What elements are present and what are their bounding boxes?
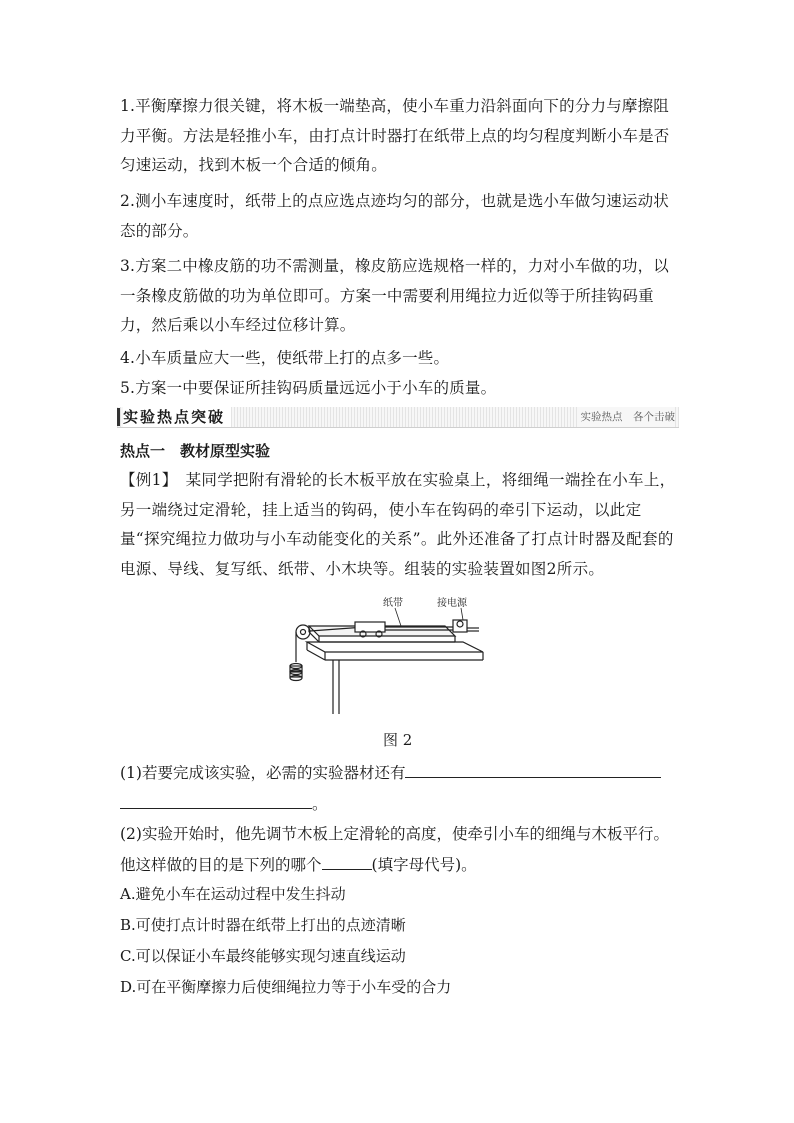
label-power: 接电源 <box>437 598 467 609</box>
example-paragraph <box>120 466 680 584</box>
question-1-text: (1)若要完成该实验，必需的实验器材还有 <box>120 764 406 782</box>
section-header <box>117 407 679 428</box>
figure-caption: 图 2 <box>383 731 413 749</box>
question-2-line-1: (2)实验开始时，他先调节木板上定滑轮的高度，使牵引小车的细绳与木板平行。 <box>120 825 669 843</box>
hotspot-title: 热点一 教材原型实验 <box>120 442 271 460</box>
option-a: A.避免小车在运动过程中发生抖动 <box>120 885 346 903</box>
note-1: 1.平衡摩擦力很关键，将木板一端垫高，使小车重力沿斜面向下的分力与摩擦阻力平衡。方法是轻推小车，由打点计时器打在纸带上点的均匀程度判断小车是否匀速运动，找到木板一个合适的倾角。 <box>120 97 670 174</box>
note-5: 5.方案一中要保证所挂钩码质量远远小于小车的质量。 <box>120 379 497 397</box>
question-1-line <box>120 761 661 784</box>
note-4: 4.小车质量应大一些，使纸带上打的点多一些。 <box>120 349 450 367</box>
answer-blank-1b[interactable] <box>120 792 312 809</box>
question-2-line-2 <box>120 853 477 876</box>
option-d: D.可在平衡摩擦力后使细绳拉力等于小车受的合力 <box>120 978 452 996</box>
label-tape: 纸带 <box>383 598 403 609</box>
question-1-end: 。 <box>312 795 328 813</box>
section-marker <box>117 408 120 426</box>
example-tag: 【例1】 <box>120 471 170 489</box>
section-title: 实验热点突破 <box>123 407 231 427</box>
answer-blank-1a[interactable] <box>405 761 661 778</box>
question-1-line-2 <box>120 792 328 815</box>
example-text: 某同学把附有滑轮的长木板平放在实验桌上，将细绳一端拴在小车上，另一端绕过定滑轮，挂上适当的钩码，使小车在钩码的牵引下运动，以此定量“探究绳拉力做功与小车动能变化的关系”。此外还准备了打点计时器及配套的电源、导线、复写纸、纸带、小木块等。组装的实验装置如图2所示。 <box>120 471 676 578</box>
question-2-text: 他这样做的目的是下列的哪个 <box>120 856 322 874</box>
section-subtitle: 实验热点 各个击破 <box>577 407 676 427</box>
question-2-hint: (填字母代号)。 <box>371 856 477 874</box>
note-2: 2.测小车速度时，纸带上的点应选点迹均匀的部分，也就是选小车做匀速运动状态的部分。 <box>120 192 669 240</box>
experiment-apparatus-figure <box>285 594 495 718</box>
option-b: B.可使打点计时器在纸带上打出的点迹清晰 <box>120 916 406 934</box>
option-c: C.可以保证小车最终能够实现匀速直线运动 <box>120 947 406 965</box>
note-3: 3.方案二中橡皮筋的功不需测量，橡皮筋应选规格一样的，力对小车做的功，以一条橡皮筋做的功为单位即可。方案一中需要利用绳拉力近似等于所挂钩码重力，然后乘以小车经过位移计算。 <box>120 257 669 334</box>
answer-blank-2[interactable] <box>322 853 372 870</box>
